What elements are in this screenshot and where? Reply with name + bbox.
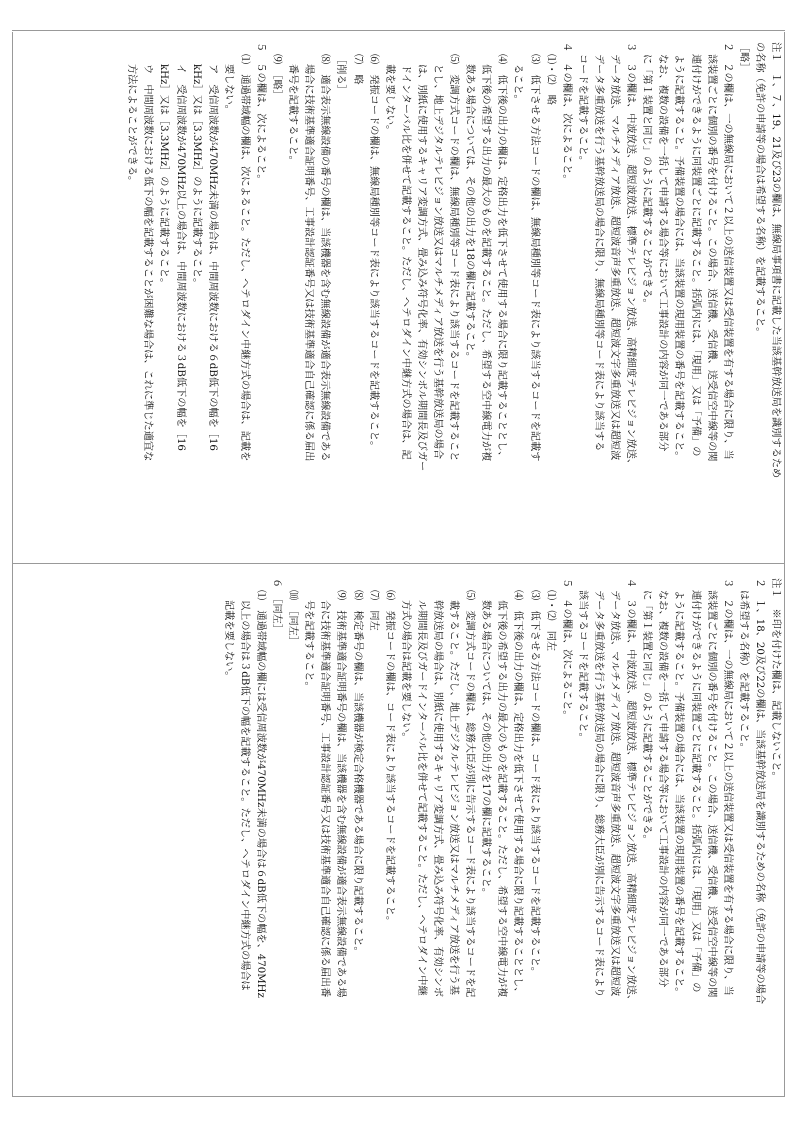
note-line: 連付けができるように同装置ごとに記載すること。括弧内には、「現用」又は「予備」の xyxy=(689,54,701,457)
note-line: ように記載すること。予備装置の場合には、当該装置の現用装置の番号を記載すること。 xyxy=(673,590,685,998)
note-line: に「第１装置と同じ」のように記載することができる。 xyxy=(641,590,653,845)
note-line: コードを記載すること。 xyxy=(576,54,588,167)
note-line: ５ ４の欄は、次によること。 xyxy=(560,578,572,721)
note-line: 号を記載すること。 xyxy=(303,600,315,692)
note-line: ３ ３の欄は、中波放送、超短波放送、標準テレビジョン放送、高精細度テレビジョン放送、 xyxy=(625,42,637,470)
note-line: 該装置ごとに個別の番号を付けること。この場合、送信機、受信機、送受信空中線等の関 xyxy=(705,590,717,998)
note-line: ⑽ ［同左］ xyxy=(287,590,299,647)
note-line: ⑴・⑵ 同左 xyxy=(544,590,556,652)
note-line: ル期間長及びガードインターバル比を併せて記載すること。ただし、ヘテロダイン中継 xyxy=(415,600,427,996)
note-line: ⑴ 通過帯域幅の欄には受信周波数が470MHz未満の場合は６dB低下の幅を、470MHz xyxy=(255,590,266,998)
note-line: ５ ５の欄は、次によること。 xyxy=(255,42,266,185)
panel-top-rule xyxy=(12,30,785,31)
note-line: 数ある場合については、その他の出力を18の欄に記載すること。 xyxy=(464,64,476,363)
note-line: は希望する名称）を記載すること。 xyxy=(737,590,749,753)
panel-bottom-rule xyxy=(12,1096,785,1097)
note-line: ⑺ 略 xyxy=(351,54,363,85)
note-line: なお、複数の設備を一括して申請する場合等において工事設計の内容が同一である部分 xyxy=(657,590,669,988)
note-line: 場合に技術基準適合証明番号、工事設計認証番号又は技術基準適合自己確認に係る届出 xyxy=(303,64,315,462)
revised-text-panel xyxy=(14,42,783,522)
note-line: 載すること。ただし、地上デジタルテレビジョン放送又はマルチメディア放送を行う基 xyxy=(448,600,460,996)
note-line: ［略］ xyxy=(737,42,749,73)
note-line: ⑷ 低下後の出力の欄は、定格出力を低下させて使用する場合に限り記載することとし、 xyxy=(512,590,524,998)
note-line: ⑹ 発振コードの欄は、無線局種別等コード表により該当するコードを記載すること。 xyxy=(367,54,379,452)
note-line: ウ 中間周波数における低下の幅を記載することが困難な場合は、これに準じた適宜な xyxy=(142,64,154,462)
note-line: ように記載すること。予備装置の場合には、当該装置の現用装置の番号を記載すること。 xyxy=(673,54,685,462)
note-line: ⑼ ［略］ xyxy=(271,54,283,100)
note-line: ４ ４の欄は、次によること。 xyxy=(560,42,572,185)
note-line: 該当するコードを記載すること。 xyxy=(576,590,588,743)
current-text-panel xyxy=(14,578,783,1078)
note-line: ア 受信周波数が470MHz未満の場合は、中間周波数における６dB低下の幅を［16 xyxy=(206,64,218,451)
panel-divider-rule xyxy=(12,563,785,564)
note-line: イ 受信周波数が470MHz以上の場合は、中間周波数における３dB低下の幅を［16 xyxy=(174,64,186,451)
current-text-rotated xyxy=(14,578,783,1078)
note-line: 載を要しない。 xyxy=(383,64,395,136)
note-line: ⑻ 適合表示無線設備の番号の欄は、当該機器を含む無線設備が適合表示無線設備である xyxy=(319,54,331,462)
note-line: ６ ［同左］ xyxy=(271,578,283,635)
note-line: ⑸ 変調方式コードの欄は、総務大臣が別に告示するコード表により該当するコードを記 xyxy=(464,590,476,998)
note-line: 低下後の希望する出力の最大のものを記載すること。ただし、希望する空中線電力が複 xyxy=(496,600,508,998)
note-line: ⑼ 技術基準適合証明番号の欄は、当該機器を含む無線設備が適合表示無線設備である場 xyxy=(335,590,347,998)
note-line: ３ ２の欄は、一の無線局において２以上の送信装置又は受信装置を有する場合に限り、当 xyxy=(721,578,733,996)
note-line: 方法によることができる。 xyxy=(126,64,138,187)
note-line: の名称（免許の申請等の場合は希望する名称）を記載すること。 xyxy=(753,42,765,338)
note-line: kHz］又は［3.3MHz］のように記載すること。 xyxy=(158,64,170,289)
note-line: 低下後の希望する出力の最大のものを記載すること。ただし、希望する空中線電力が複 xyxy=(480,64,492,462)
note-line: ２ ２の欄は、一の無線局において２以上の送信装置又は受信装置を有する場合に限り、当 xyxy=(721,42,733,460)
note-line: ドインターバル比を併せて記載すること。ただし、ヘテロダイン中継方式の場合は、記 xyxy=(399,64,411,460)
note-line: 番号を記載すること。 xyxy=(287,64,299,166)
note-line: ⑹ 発振コードの欄は、コード表により該当するコードを記載すること。 xyxy=(383,590,395,927)
note-line: とし、地上デジタルテレビジョン放送又はマルチメディア放送を行う基幹放送局の場合 xyxy=(432,64,444,460)
revised-text-rotated xyxy=(14,42,783,522)
current-notes-list xyxy=(220,578,783,1078)
note-line: 連付けができるように同装置ごとに記載すること。括弧内には、「現用」又は「予備」の xyxy=(689,590,701,993)
note-line: ⑴ 通過帯域幅の欄は、次によること。ただし、ヘテロダイン中継方式の場合は、記載を xyxy=(238,54,250,462)
note-line: ２ １、18、20及び22の欄は、当該基幹放送局を識別するための名称（免許の申請等の場合 xyxy=(753,578,765,1005)
note-line: に「第１装置と同じ」のように記載することができる。 xyxy=(641,54,653,309)
note-line: なお、複数の設備を一括して申請する場合等において工事設計の内容が同一である部分 xyxy=(657,54,669,452)
note-line: データ放送、マルチメディア放送、超短波音声多重放送、超短波文字多重放送又は超短波 xyxy=(609,54,621,461)
note-line: 以上の場合は３dB低下の幅を記載すること。ただし、ヘテロダイン中継方式の場合は xyxy=(238,600,250,991)
note-line: 注１ １、７、19、21及び23の欄は、無線局事項書に記載した当該基幹放送局を識別するため xyxy=(770,42,781,479)
note-line: ⑸ 変調方式コードの欄は、無線局種別等コード表により該当するコードを記載すること xyxy=(448,54,460,462)
note-line: 合に技術基準適合証明番号、工事設計認証番号又は技術基準適合自己確認に係る届出番 xyxy=(319,600,331,998)
note-line: データ多重放送を行う基幹放送局の場合に限り、総務大臣が別に告示するコード表により xyxy=(592,590,604,998)
note-line: 要しない。 xyxy=(222,64,234,115)
note-line: 注１ ※印を付けた欄は、記載しないこと。 xyxy=(770,578,781,782)
note-line: は、別紙に使用するキャリア変調方式、畳み込み符号化率、有効シンボル期間長及びガー xyxy=(415,64,427,472)
note-line: 記載を要しない。 xyxy=(222,600,234,682)
note-line: 該装置ごとに個別の番号を付けること。この場合、送信機、受信機、送受信空中線等の関 xyxy=(705,54,717,462)
note-line: ［削る］ xyxy=(335,54,347,95)
note-line: 数ある場合については、その他の出力を17の欄に記載すること。 xyxy=(480,600,492,899)
note-line: kHz］又は［3.3MHz］のように記載すること。 xyxy=(190,64,202,289)
note-line: データ放送、マルチメディア放送、超短波音声多重放送、超短波文字多重放送又は超短波 xyxy=(609,590,621,997)
note-line: ⑻ 検定番号の欄は、当該機器が検定合格機器である場合に限り記載すること。 xyxy=(351,590,363,957)
note-line: 方式の場合は記載を要しない。 xyxy=(399,600,411,743)
note-line: ⑺ 同左 xyxy=(367,590,379,631)
right-margin-rule xyxy=(784,32,785,1096)
note-line: ⑴・⑵ 略 xyxy=(544,54,556,105)
note-line: ⑶ 低下させる方法コードの欄は、コード表により該当するコードを記載すること。 xyxy=(528,590,540,978)
note-line: ること。 xyxy=(512,64,524,105)
note-line: ⑶ 低下させる方法コードの欄は、無線局種別等コード表により該当するコードを記載す xyxy=(528,54,540,462)
left-margin-rule xyxy=(12,32,13,1096)
note-line: データ多重放送を行う基幹放送局の場合に限り、無線局種別等コード表により該当する xyxy=(592,54,604,452)
note-line: ⑷ 低下後の出力の欄は、定格出力を低下させて使用する場合に限り記載することとし、 xyxy=(496,54,508,462)
revised-notes-list xyxy=(123,42,783,522)
note-line: ４ ３の欄は、中波放送、超短波放送、標準テレビジョン放送、高精細度テレビジョン放送、 xyxy=(625,578,637,1006)
note-line: 幹放送局の場合は、別紙に使用するキャリア変調方式、畳み込み符号化率、有効シンボ xyxy=(432,600,444,998)
